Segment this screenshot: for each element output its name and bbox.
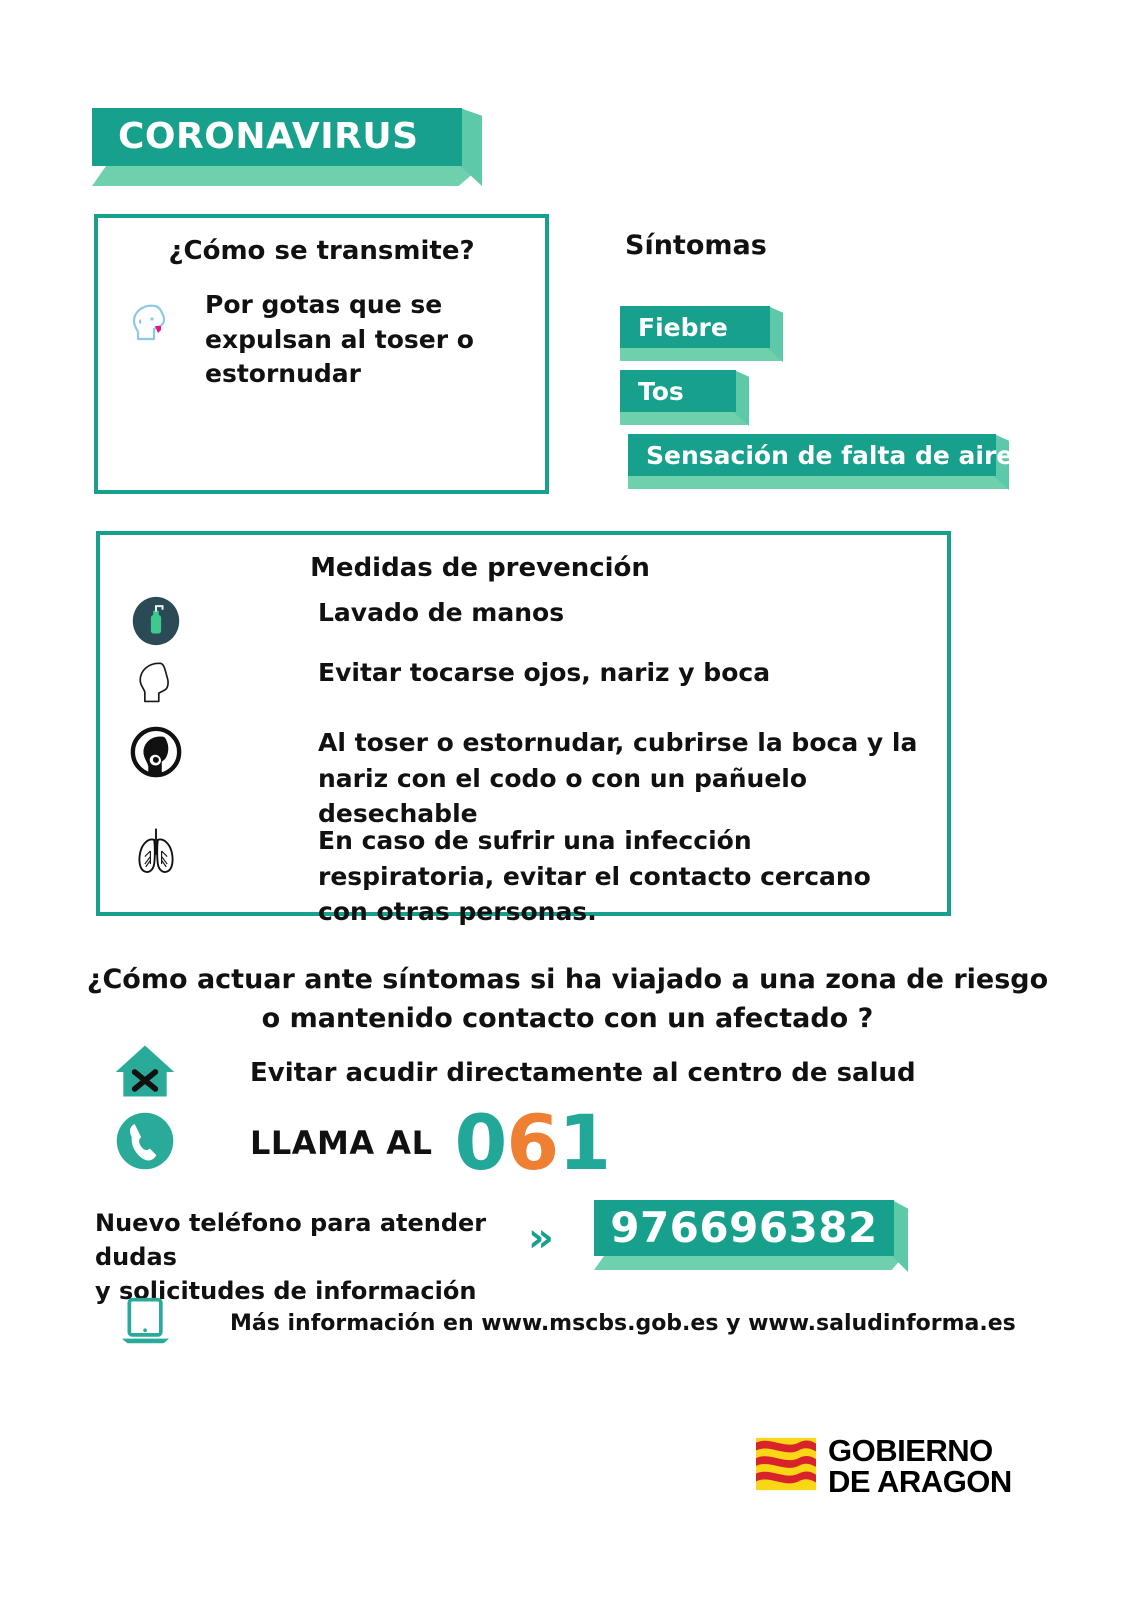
newphone-number: 976696382 <box>610 1203 878 1252</box>
symptom-label: Sensación de falta de aire <box>646 440 1014 470</box>
house-cross-icon <box>112 1038 178 1108</box>
moreinfo-row <box>118 1296 1016 1350</box>
banner-bottom-shadow <box>92 166 482 186</box>
coronavirus-title-banner <box>92 108 462 166</box>
cough-cover-icon <box>128 725 184 779</box>
action-heading: ¿Cómo actuar ante síntomas si ha viajado a una zona de riesgo o mantenido contacto con un afectado ? <box>86 964 1049 1035</box>
symptom-tag-tos <box>620 370 1020 412</box>
call-digit-0: 0 <box>454 1097 507 1187</box>
symptoms-list <box>620 306 1020 498</box>
action-row-call <box>112 1097 611 1187</box>
soap-dispenser-icon <box>128 595 184 647</box>
banner-front-face <box>92 108 462 166</box>
phone-icon <box>112 1108 178 1178</box>
gobierno-de-aragon-logo <box>756 1434 1012 1498</box>
lungs-icon <box>128 823 184 879</box>
transmission-title: ¿Cómo se transmite? <box>168 236 475 266</box>
tag-bottom-shadow <box>620 412 748 425</box>
double-chevron-right-icon: » <box>528 1215 554 1261</box>
poster-title: CORONAVIRUS <box>118 116 419 157</box>
newphone-number-banner <box>594 1200 894 1256</box>
symptom-tag-fiebre <box>620 306 1020 348</box>
tag-bottom-shadow <box>628 476 1008 489</box>
newphone-line1: Nuevo teléfono para atender dudas <box>95 1209 487 1272</box>
prevention-text: Al toser o estornudar, cubrirse la boca y la nariz con el codo o con un pañuelo desechable <box>318 728 918 828</box>
tag-front-face <box>620 306 770 348</box>
prevention-row-cough-cover <box>128 725 918 832</box>
prevention-text: Lavado de manos <box>318 598 565 627</box>
newphone-line2: y solicitudes de información <box>95 1277 477 1306</box>
moreinfo-text: Más información en www.mscbs.gob.es y www.saludinforma.es <box>230 1310 1016 1336</box>
transmission-row <box>125 288 535 392</box>
symptom-label: Fiebre <box>638 312 728 342</box>
prevention-row-no-touch <box>128 655 918 707</box>
action-call-label: LLAMA AL <box>250 1124 433 1162</box>
head-speaking-icon <box>125 296 177 348</box>
logo-line1: GOBIERNO <box>828 1433 993 1468</box>
laptop-icon <box>118 1296 174 1350</box>
tag-front-face <box>620 370 736 412</box>
logo-line2: DE ARAGON <box>828 1464 1012 1499</box>
prevention-title: Medidas de prevención <box>310 553 650 583</box>
prevention-text: Evitar tocarse ojos, nariz y boca <box>318 658 771 687</box>
symptoms-title: Síntomas <box>625 230 767 261</box>
symptom-label: Tos <box>638 376 684 406</box>
call-digit-1: 1 <box>558 1097 611 1187</box>
action-call-number <box>454 1097 611 1187</box>
aragon-flag-icon <box>756 1434 816 1498</box>
prevention-row-lungs <box>128 823 918 930</box>
face-no-touch-icon <box>128 655 184 707</box>
tag-front-face <box>628 434 1014 476</box>
transmission-text: Por gotas que se expulsan al toser o estornudar <box>205 290 474 388</box>
call-digit-6: 6 <box>506 1097 559 1187</box>
symptom-tag-falta-de-aire <box>628 434 1020 476</box>
banner-bottom-shadow <box>594 1256 904 1270</box>
tag-bottom-shadow <box>620 348 782 361</box>
prevention-text: En caso de sufrir una infección respiratoria, evitar el contacto cercano con otras personas. <box>318 826 871 926</box>
logo-text <box>828 1435 1012 1497</box>
action-avoid-text: Evitar acudir directamente al centro de salud <box>250 1058 916 1088</box>
prevention-row-handwash <box>128 595 918 647</box>
banner-front-face <box>594 1200 894 1256</box>
newphone-description <box>95 1206 525 1308</box>
